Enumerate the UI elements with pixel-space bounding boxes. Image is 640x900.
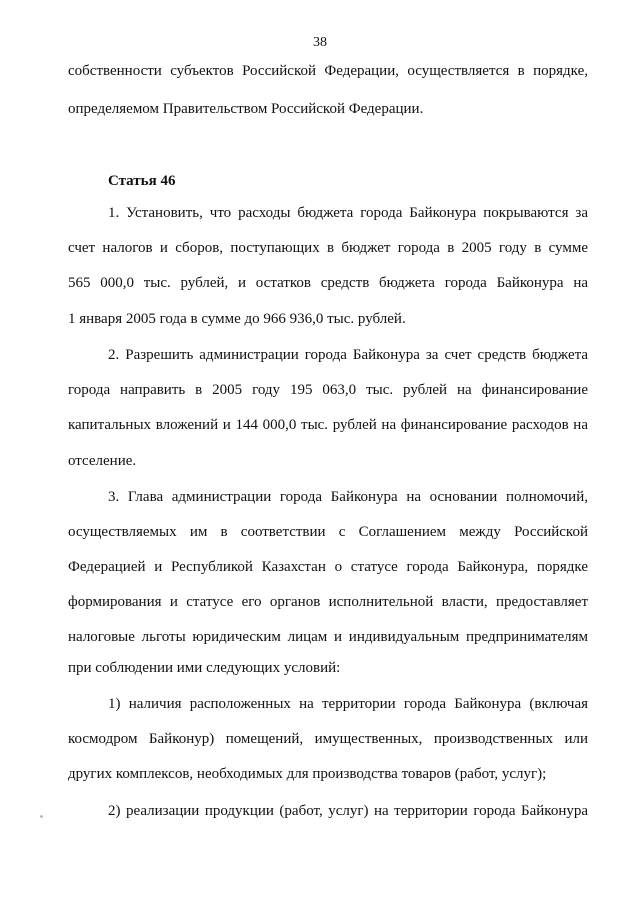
text-line: налоговые льготы юридическим лицам и индивидуальным предпринимателям	[68, 629, 588, 645]
text-line: отселение.	[68, 453, 137, 469]
text-line: при соблюдении ими следующих условий:	[68, 660, 341, 676]
text-line: 1. Установить, что расходы бюджета города Байконура покрываются за	[108, 205, 588, 221]
text-line: 565 000,0 тыс. рублей, и остатков средств бюджета города Байконура на	[68, 275, 588, 291]
text-line: 3. Глава администрации города Байконура на основании полномочий,	[108, 489, 588, 505]
text-line: 2) реализации продукции (работ, услуг) на территории города Байконура	[108, 803, 588, 819]
margin-speck	[40, 815, 43, 818]
text-line: других комплексов, необходимых для производства товаров (работ, услуг);	[68, 766, 547, 782]
text-line: осуществляемых им в соответствии с Соглашением между Российской	[68, 524, 588, 540]
text-line: 2. Разрешить администрации города Байконура за счет средств бюджета	[108, 347, 588, 363]
text-line: 1) наличия расположенных на территории города Байконура (включая	[108, 696, 588, 712]
text-line: космодром Байконур) помещений, имущественных, производственных или	[68, 731, 588, 747]
text-line: собственности субъектов Российской Федерации, осуществляется в порядке,	[68, 63, 588, 79]
article-title: Статья 46	[108, 173, 176, 189]
text-line: формирования и статусе его органов исполнительной власти, предоставляет	[68, 594, 588, 610]
text-line: счет налогов и сборов, поступающих в бюджет города в 2005 году в сумме	[68, 240, 588, 256]
text-line: капитальных вложений и 144 000,0 тыс. рублей на финансирование расходов на	[68, 417, 588, 433]
text-line: 1 января 2005 года в сумме до 966 936,0 тыс. рублей.	[68, 311, 406, 327]
text-line: Федерацией и Республикой Казахстан о статусе города Байконура, порядке	[68, 559, 588, 575]
text-line: города направить в 2005 году 195 063,0 тыс. рублей на финансирование	[68, 382, 588, 398]
page-number: 38	[313, 35, 327, 50]
text-line: определяемом Правительством Российской Федерации.	[68, 101, 424, 117]
